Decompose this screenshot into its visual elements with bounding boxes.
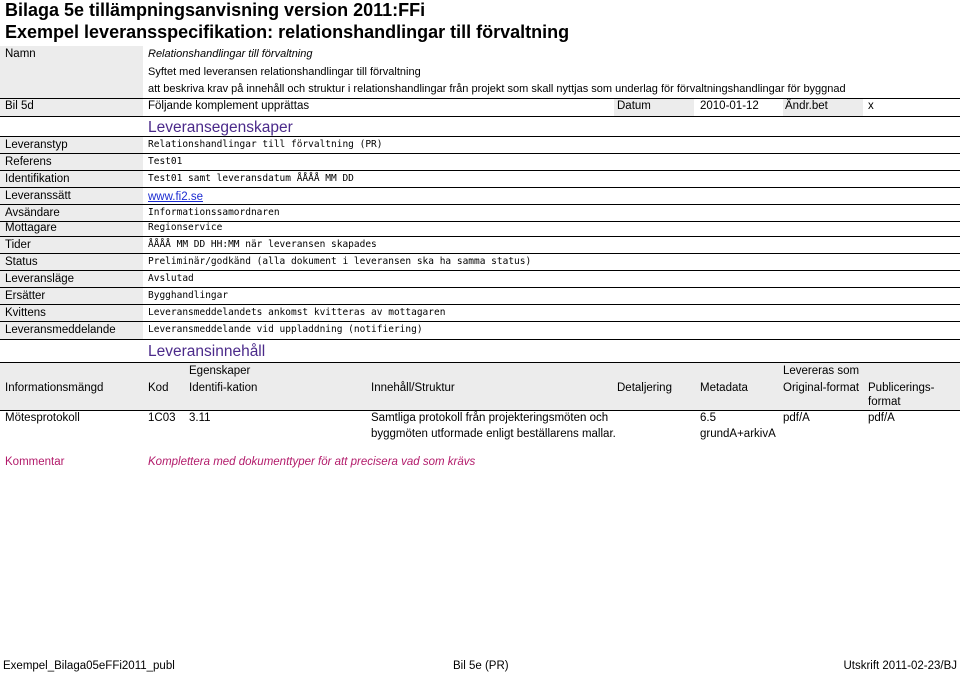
divider (0, 304, 960, 305)
cell-kod: 1C03 (148, 412, 176, 424)
property-label-leveranssatt: Leveranssätt (5, 190, 71, 202)
property-value-identifikation: Test01 samt leveransdatum ÅÅÅÅ MM DD (148, 173, 354, 184)
namn-label: Namn (5, 48, 36, 60)
column-header-identifikation: Identifi-kation (189, 382, 258, 394)
divider (0, 287, 960, 288)
property-label-mottagare: Mottagare (5, 222, 57, 234)
divider (0, 170, 960, 171)
footer-page-label: Bil 5e (PR) (453, 660, 509, 672)
namn-value: Relationshandlingar till förvaltning (148, 48, 313, 60)
column-header-detaljering: Detaljering (617, 382, 672, 394)
property-label-status: Status (5, 256, 38, 268)
property-value-mottagare: Regionservice (148, 222, 223, 233)
cell-identifikation: 3.11 (189, 412, 211, 424)
divider (0, 339, 960, 340)
property-label-leveranstyp: Leveranstyp (5, 139, 68, 151)
property-value-kvittens: Leveransmeddelandets ankomst kvitteras av mottagaren (148, 307, 446, 318)
column-header-kod: Kod (148, 382, 169, 394)
divider (0, 362, 960, 363)
property-value-leveranslage: Avslutad (148, 273, 194, 284)
column-header-publiceringsformat-line2: format (868, 396, 901, 408)
cell-publiceringsformat: pdf/A (868, 412, 895, 424)
property-label-leveransmeddelande: Leveransmeddelande (5, 324, 116, 336)
divider (0, 410, 960, 411)
cell-innehall-line1: Samtliga protokoll från projekteringsmöten och (371, 412, 609, 424)
column-header-informationsmangd: Informationsmängd (5, 382, 104, 394)
cell-original-format: pdf/A (783, 412, 810, 424)
divider (0, 116, 960, 117)
andr-value: x (868, 100, 874, 112)
section-leveransegenskaper: Leveransegenskaper (148, 119, 293, 136)
section-leveransinnehall: Leveransinnehåll (148, 343, 266, 360)
purpose-line-2: att beskriva krav på innehåll och struktur i relationshandlingar från projekt som skall nyttjas som underlag för förvaltningshandlingar för byggnad (148, 83, 846, 95)
group-header-levereras-som: Levereras som (783, 365, 860, 377)
divider (0, 270, 960, 271)
divider (0, 236, 960, 237)
cell-metadata-line1: 6.5 (700, 412, 716, 424)
footer-print-date: Utskrift 2011-02-23/BJ (843, 660, 957, 672)
column-header-innehall-struktur: Innehåll/Struktur (371, 382, 455, 394)
footer-filename: Exempel_Bilaga05eFFi2011_publ (3, 660, 175, 672)
property-label-referens: Referens (5, 156, 52, 168)
divider (0, 153, 960, 154)
property-value-referens: Test01 (148, 156, 183, 167)
property-value-status: Preliminär/godkänd (alla dokument i leveransen ska ha samma status) (148, 256, 532, 267)
property-value-leveransmeddelande: Leveransmeddelande vid uppladdning (notifiering) (148, 324, 423, 335)
property-value-tider: ÅÅÅÅ MM DD HH:MM när leveransen skapades (148, 239, 377, 250)
divider (0, 321, 960, 322)
property-value-leveranstyp: Relationshandlingar till förvaltning (PR) (148, 139, 383, 150)
property-label-tider: Tider (5, 239, 31, 251)
property-label-avsandare: Avsändare (5, 207, 60, 219)
divider (0, 187, 960, 188)
document-title: Bilaga 5e tillämpningsanvisning version 2011:FFi (5, 0, 426, 20)
property-label-leveranslage: Leveransläge (5, 273, 75, 285)
document-subtitle: Exempel leveransspecifikation: relationshandlingar till förvaltning (5, 22, 570, 42)
andr-label: Ändr.bet (785, 100, 828, 112)
group-header-egenskaper: Egenskaper (189, 365, 251, 377)
property-label-ersatter: Ersätter (5, 290, 46, 302)
bil-label: Bil 5d (5, 100, 34, 112)
bil-text: Följande komplement upprättas (148, 100, 310, 112)
kommentar-text: Komplettera med dokumenttyper för att precisera vad som krävs (148, 456, 476, 468)
datum-value: 2010-01-12 (700, 100, 759, 112)
divider (0, 221, 960, 222)
divider (0, 204, 960, 205)
cell-informationsmangd: Mötesprotokoll (5, 412, 80, 424)
purpose-line-1: Syftet med leveransen relationshandlingar till förvaltning (148, 66, 421, 78)
property-label-kvittens: Kvittens (5, 307, 46, 319)
cell-innehall-line2: byggmöten utformade enligt beställarens mallar. (371, 428, 616, 440)
divider (0, 136, 960, 137)
column-header-metadata: Metadata (700, 382, 748, 394)
property-value-ersatter: Bygghandlingar (148, 290, 229, 301)
kommentar-label: Kommentar (5, 456, 65, 468)
property-label-identifikation: Identifikation (5, 173, 70, 185)
cell-metadata-line2: grundA+arkivA (700, 428, 776, 440)
property-value-avsandare: Informationssamordnaren (148, 207, 280, 218)
datum-label: Datum (617, 100, 651, 112)
column-header-original-format: Original-format (783, 382, 860, 394)
leveranssatt-link[interactable]: www.fi2.se (148, 191, 203, 203)
column-header-publiceringsformat: Publicerings- (868, 382, 935, 394)
divider (0, 253, 960, 254)
